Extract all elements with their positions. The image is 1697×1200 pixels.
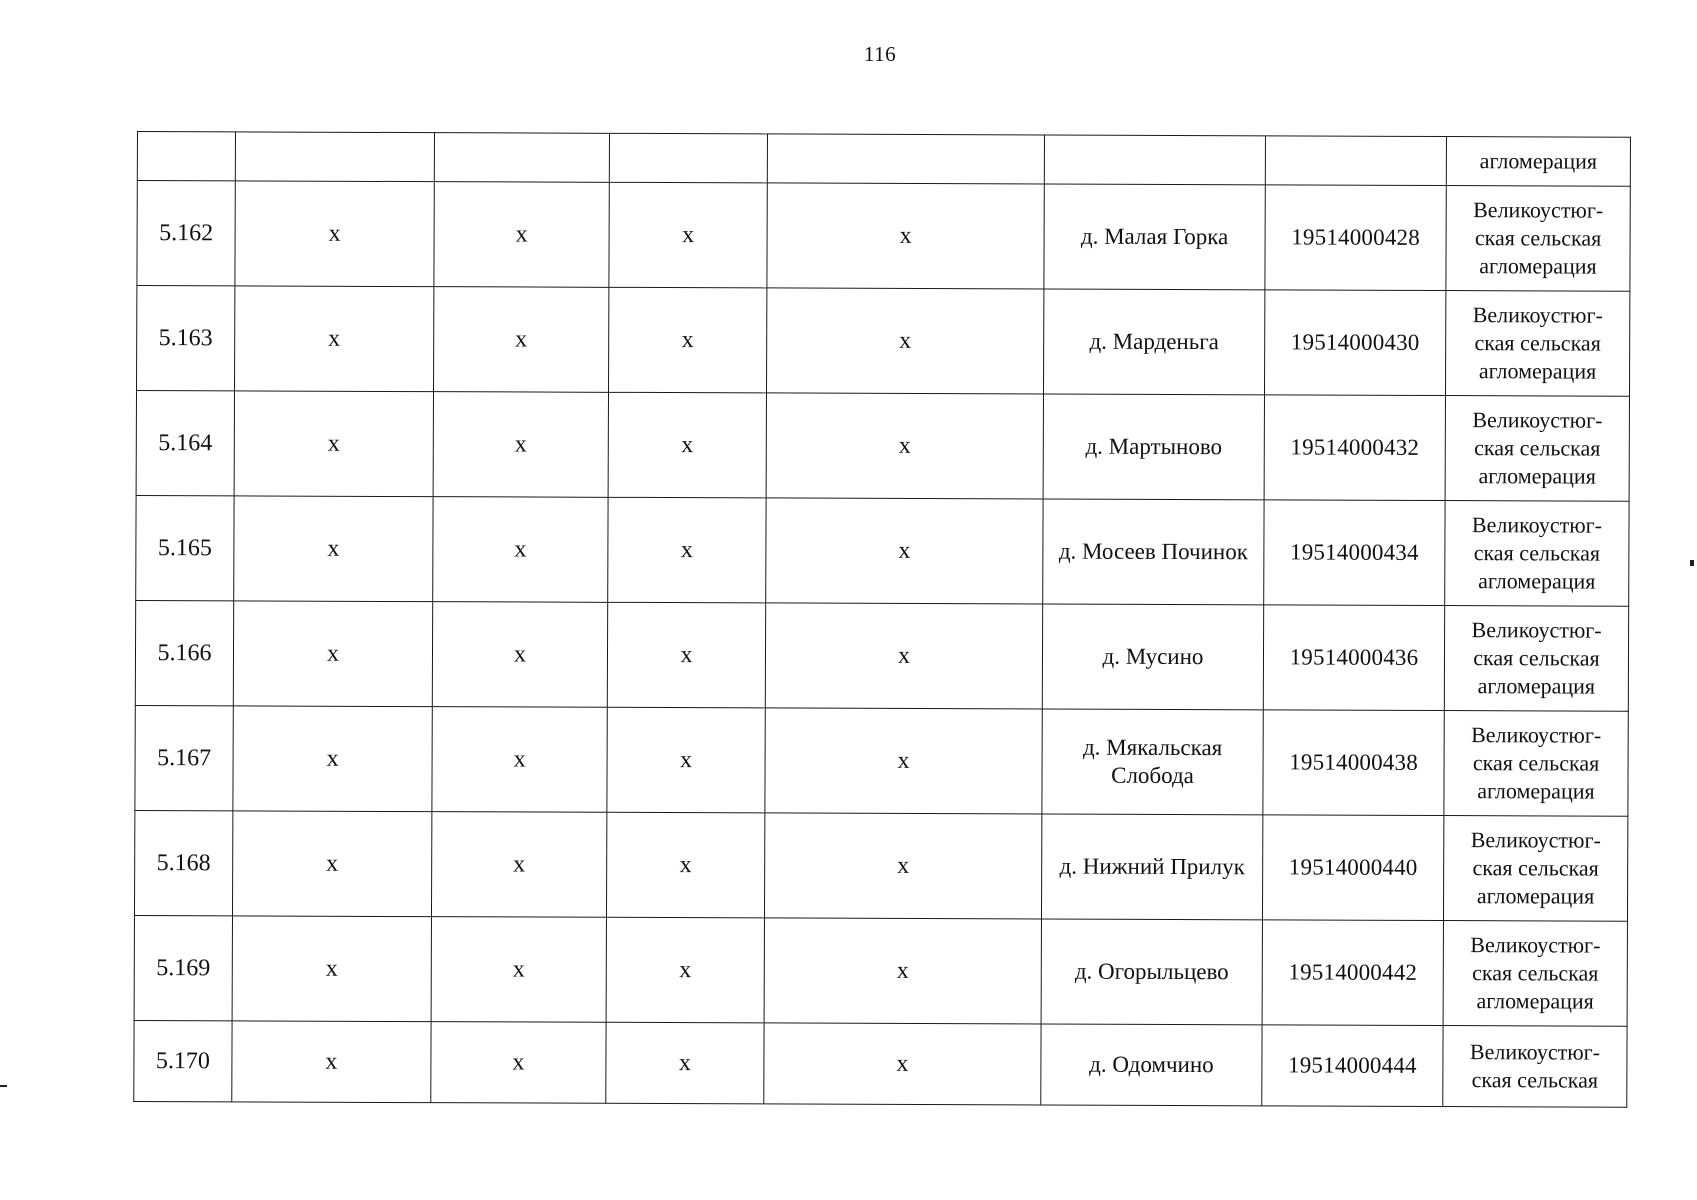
agglomeration-line: ская сельская bbox=[1472, 960, 1599, 986]
cell-col1: х bbox=[233, 601, 432, 707]
cell-oktmo-code: 19514000442 bbox=[1262, 920, 1443, 1026]
agglomeration-line: агломерация bbox=[1479, 253, 1597, 279]
cell-col1: х bbox=[232, 1021, 431, 1103]
cell-agglomeration bbox=[1444, 711, 1628, 817]
cell-num: 5.163 bbox=[137, 286, 235, 391]
table-row bbox=[136, 495, 1629, 606]
cell-col4: х bbox=[764, 1023, 1041, 1105]
agglomeration-line: Великоустюг- bbox=[1472, 407, 1603, 433]
cell-col4: х bbox=[766, 498, 1043, 604]
agglomeration-line: агломерация bbox=[1477, 778, 1595, 804]
cell-col2: х bbox=[432, 602, 607, 708]
agglomeration-line: ская сельская bbox=[1471, 1067, 1599, 1093]
page-number: 116 bbox=[863, 42, 897, 66]
agglomeration-line: ская сельская bbox=[1472, 855, 1599, 881]
cell-col4: х bbox=[764, 918, 1041, 1024]
cell-col4: х bbox=[764, 813, 1041, 919]
margin-mark bbox=[0, 1085, 7, 1087]
table-row bbox=[134, 1020, 1627, 1107]
cell-col1 bbox=[235, 132, 434, 182]
agglomeration-line: агломерация bbox=[1478, 463, 1596, 489]
continuation-row bbox=[137, 132, 1630, 187]
cell-oktmo-code: 19514000434 bbox=[1264, 500, 1445, 606]
cell-col3: х bbox=[608, 392, 766, 498]
cell-col3: х bbox=[607, 602, 765, 708]
table-row bbox=[137, 181, 1630, 292]
agglomeration-line: Великоустюг- bbox=[1471, 722, 1602, 748]
cell-col2: х bbox=[434, 287, 609, 393]
table-row bbox=[137, 286, 1630, 397]
cell-agglomeration bbox=[1443, 816, 1627, 922]
cell-col3 bbox=[609, 133, 767, 183]
cell-col1: х bbox=[232, 811, 431, 917]
cell-col3: х bbox=[609, 287, 767, 393]
cell-num: 5.167 bbox=[135, 705, 233, 810]
agglomeration-line: ская сельская bbox=[1474, 435, 1601, 461]
cell-oktmo-code: 19514000438 bbox=[1263, 710, 1444, 816]
cell-settlement: д. Нижний Прилук bbox=[1041, 814, 1262, 920]
agglomeration-line: ская сельская bbox=[1472, 750, 1600, 776]
cell-num: 5.169 bbox=[134, 915, 232, 1020]
cell-num: 5.168 bbox=[134, 810, 232, 915]
agglomeration-line: ская сельская bbox=[1474, 330, 1601, 356]
agglomeration-line: ская сельская bbox=[1474, 225, 1602, 251]
cell-col1: х bbox=[234, 496, 433, 602]
cell-col1: х bbox=[235, 286, 434, 392]
cell-col4: х bbox=[765, 603, 1042, 709]
cell-settlement: д. Мусино bbox=[1042, 604, 1263, 710]
settlements-table bbox=[133, 131, 1631, 1108]
cell-col2: х bbox=[432, 707, 607, 813]
cell-agglomeration: агломерация bbox=[1446, 137, 1630, 187]
cell-settlement: д. Одомчино bbox=[1041, 1024, 1262, 1106]
cell-col4: х bbox=[767, 183, 1044, 289]
cell-settlement: д. Малая Горка bbox=[1044, 184, 1265, 290]
agglomeration-line: Великоустюг- bbox=[1471, 512, 1603, 538]
cell-col2 bbox=[434, 133, 609, 183]
cell-col3: х bbox=[606, 1022, 764, 1104]
cell-num: 5.162 bbox=[137, 181, 235, 286]
agglomeration-line: агломерация bbox=[1476, 988, 1594, 1014]
cell-oktmo-code: 19514000432 bbox=[1264, 395, 1445, 501]
cell-col4: х bbox=[766, 288, 1043, 394]
agglomeration-line: агломерация bbox=[1477, 673, 1596, 699]
cell-settlement: д. Мосеев Починок bbox=[1043, 499, 1264, 605]
agglomeration-line: Великоустюг- bbox=[1470, 827, 1601, 853]
cell-col1: х bbox=[234, 391, 433, 497]
agglomeration-line: Великоустюг- bbox=[1471, 617, 1602, 643]
cell-oktmo-code: 19514000428 bbox=[1265, 185, 1446, 291]
cell-col2: х bbox=[434, 182, 609, 288]
agglomeration-line: Великоустюг- bbox=[1473, 197, 1604, 223]
cell-col3: х bbox=[606, 812, 764, 918]
agglomeration-line: Великоустюг- bbox=[1469, 1039, 1601, 1065]
cell-settlement bbox=[1044, 135, 1265, 185]
margin-dot bbox=[1690, 560, 1694, 566]
agglomeration-line: Великоустюг- bbox=[1472, 302, 1603, 328]
cell-col1: х bbox=[232, 916, 431, 1022]
cell-num: 5.165 bbox=[136, 495, 234, 600]
table-row bbox=[135, 600, 1628, 711]
cell-col4: х bbox=[765, 708, 1042, 814]
cell-col4: х bbox=[766, 393, 1043, 499]
cell-num: 5.166 bbox=[135, 600, 233, 705]
cell-col2: х bbox=[431, 812, 606, 918]
agglomeration-line: ская сельская bbox=[1473, 645, 1600, 671]
cell-agglomeration bbox=[1444, 606, 1628, 712]
cell-agglomeration bbox=[1445, 291, 1629, 397]
agglomeration-line: ская сельская bbox=[1473, 540, 1601, 566]
cell-agglomeration bbox=[1445, 501, 1629, 607]
table-row bbox=[134, 810, 1627, 921]
cell-settlement: д. Огорыльцево bbox=[1041, 919, 1262, 1025]
table-row bbox=[136, 391, 1629, 502]
cell-oktmo-code: 19514000436 bbox=[1263, 605, 1444, 711]
agglomeration-line: агломерация bbox=[1478, 568, 1596, 594]
cell-agglomeration bbox=[1446, 186, 1630, 292]
cell-col3: х bbox=[606, 917, 764, 1023]
cell-settlement: д. Мартыново bbox=[1043, 394, 1264, 500]
cell-num: 5.170 bbox=[134, 1020, 232, 1101]
cell-col2: х bbox=[431, 1022, 606, 1104]
cell-oktmo-code: 19514000430 bbox=[1264, 290, 1445, 396]
cell-col2: х bbox=[433, 392, 608, 498]
cell-agglomeration bbox=[1443, 1026, 1627, 1108]
cell-col2: х bbox=[431, 917, 606, 1023]
cell-oktmo-code: 19514000440 bbox=[1262, 815, 1443, 921]
table-row bbox=[135, 705, 1628, 816]
cell-col3: х bbox=[609, 182, 767, 288]
cell-num bbox=[137, 132, 235, 181]
cell-settlement: д. Мякальская Слобода bbox=[1042, 709, 1263, 815]
agglomeration-line: Великоустюг- bbox=[1470, 932, 1601, 958]
table-body bbox=[134, 132, 1631, 1108]
cell-num: 5.164 bbox=[136, 391, 234, 496]
table-row bbox=[134, 915, 1627, 1026]
cell-col1: х bbox=[235, 181, 434, 287]
cell-oktmo-code bbox=[1265, 136, 1446, 186]
cell-col1: х bbox=[233, 706, 432, 812]
cell-col2: х bbox=[433, 497, 608, 603]
cell-col3: х bbox=[607, 707, 765, 813]
cell-col3: х bbox=[608, 497, 766, 603]
cell-oktmo-code: 19514000444 bbox=[1262, 1025, 1443, 1107]
cell-agglomeration bbox=[1443, 921, 1627, 1027]
cell-col4 bbox=[767, 134, 1044, 184]
agglomeration-line: агломерация bbox=[1476, 883, 1595, 909]
cell-settlement: д. Марденьга bbox=[1043, 289, 1264, 395]
agglomeration-line: агломерация bbox=[1478, 358, 1597, 384]
cell-agglomeration bbox=[1445, 396, 1629, 502]
